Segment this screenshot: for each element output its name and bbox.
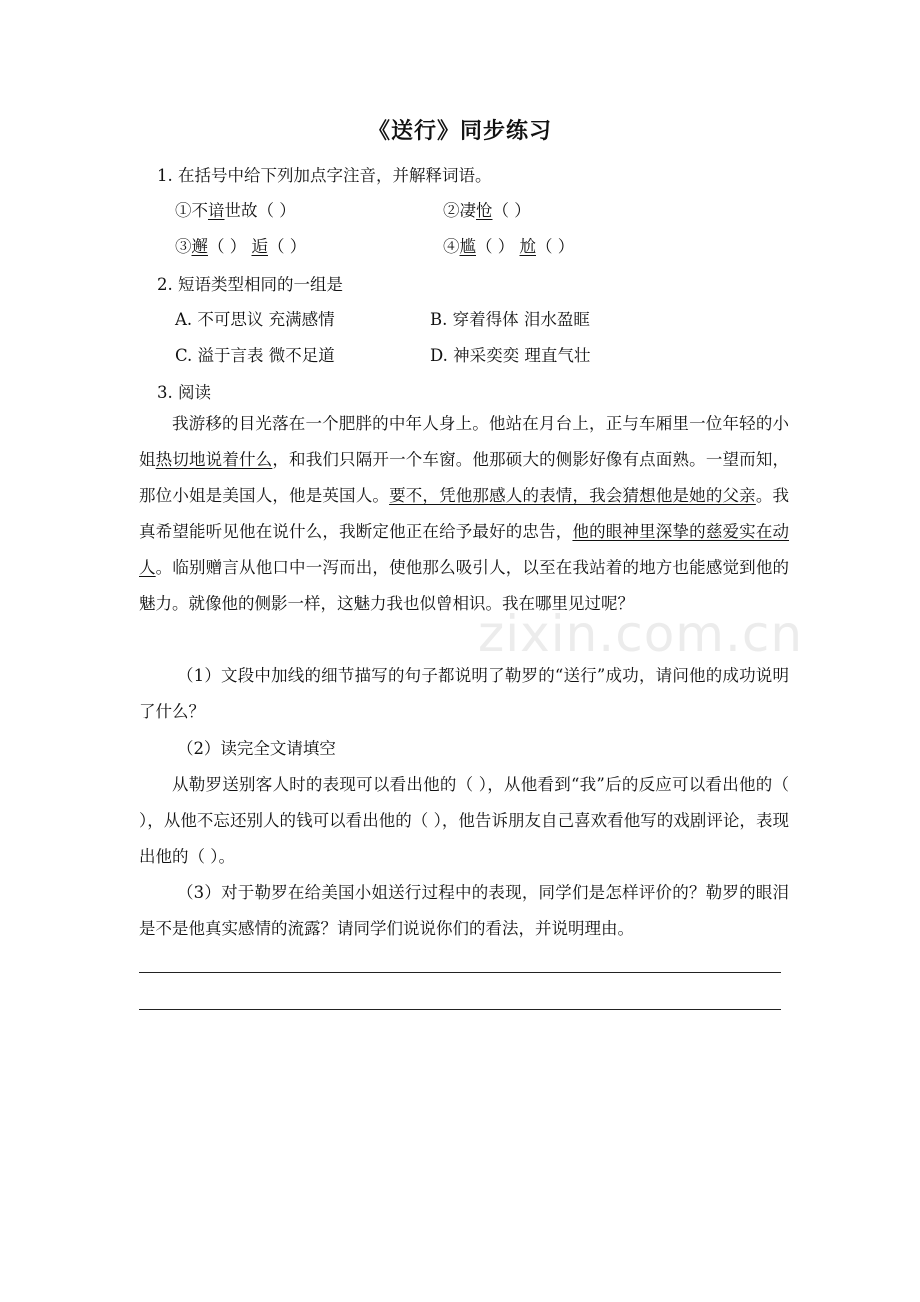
underlined-char: 尴 [459, 237, 476, 256]
answer-line-2 [139, 1009, 781, 1010]
underlined-sentence-2: 要不，凭他那感人的表情，我会猜想他是她的父亲 [389, 486, 756, 505]
sub-question-2: （2）读完全文请填空 [176, 739, 336, 758]
question-1-stem: 1. 在括号中给下列加点字注音，并解释词语。 [157, 166, 492, 185]
question-3-stem: 3. 阅读 [157, 383, 211, 402]
option-d: D. 神采奕奕 理直气壮 [430, 346, 591, 365]
underlined-sentence-3: 他的眼神里深挚的慈爱实在动人 [139, 522, 790, 577]
question-1-item-4: ④尴（ ） 尬（ ） [443, 237, 575, 256]
option-a: A. 不可思议 充满感情 [175, 310, 335, 329]
underlined-char: 逅 [251, 237, 268, 256]
underlined-char: 尬 [519, 237, 536, 256]
sub-question-1: （1）文段中加线的细节描写的句子都说明了勒罗的“送行”成功，请问他的成功说明了什么？ [139, 666, 789, 721]
underlined-char: 怆 [476, 201, 493, 220]
option-c: C. 溢于言表 微不足道 [175, 346, 335, 365]
sub-question-3: （3）对于勒罗在给美国小姐送行过程中的表现，同学们是怎样评价的？勒罗的眼泪是不是他真实感情的流露？请同学们说说你们的看法，并说明理由。 [139, 883, 789, 938]
underlined-sentence-1: 热切地说着什么 [155, 450, 273, 469]
option-b: B. 穿着得体 泪水盈眶 [430, 310, 590, 329]
fill-in-passage: 从勒罗送别客人时的表现可以看出他的（ ），从他看到“我”后的反应可以看出他的（ ），从他不忘还别人的钱可以看出他的（ ），他告诉朋友自己喜欢看他写的戏剧评论，表现出他的（ ）。 [139, 775, 789, 866]
page-title: 《送行》同步练习 [367, 118, 552, 144]
underlined-char: 邂 [191, 237, 208, 256]
answer-line-1 [139, 972, 781, 973]
question-1-item-1: ①不谙世故（ ） [175, 201, 296, 220]
watermark-text: zixin.com.cn [478, 605, 804, 663]
question-2-stem: 2. 短语类型相同的一组是 [157, 275, 343, 294]
question-1-item-2: ②凄怆（ ） [443, 201, 531, 220]
question-1-item-3: ③邂（ ） 逅（ ） [175, 237, 307, 256]
underlined-char: 谙 [208, 201, 225, 220]
reading-passage: 我游移的目光落在一个肥胖的中年人身上。他站在月台上，正与车厢里一位年轻的小姐热切地说着什么，和我们只隔开一个车窗。他那硕大的侧影好像有点面熟。一望而知，那位小姐是美国人，他是英国人。要不，凭他那感人的表情，我会猜想他是她的父亲。我真希望能听见他在说什么，我断定他正在给予最好的忠告，他的眼神里深挚的慈爱实在动人。临别赠言从他口中一泻而出，使他那么吸引人，以至在我站着的地方也能感觉到他的魅力。就像他的侧影一样，这魅力我也似曾相识。我在哪里见过呢？ [139, 414, 790, 613]
